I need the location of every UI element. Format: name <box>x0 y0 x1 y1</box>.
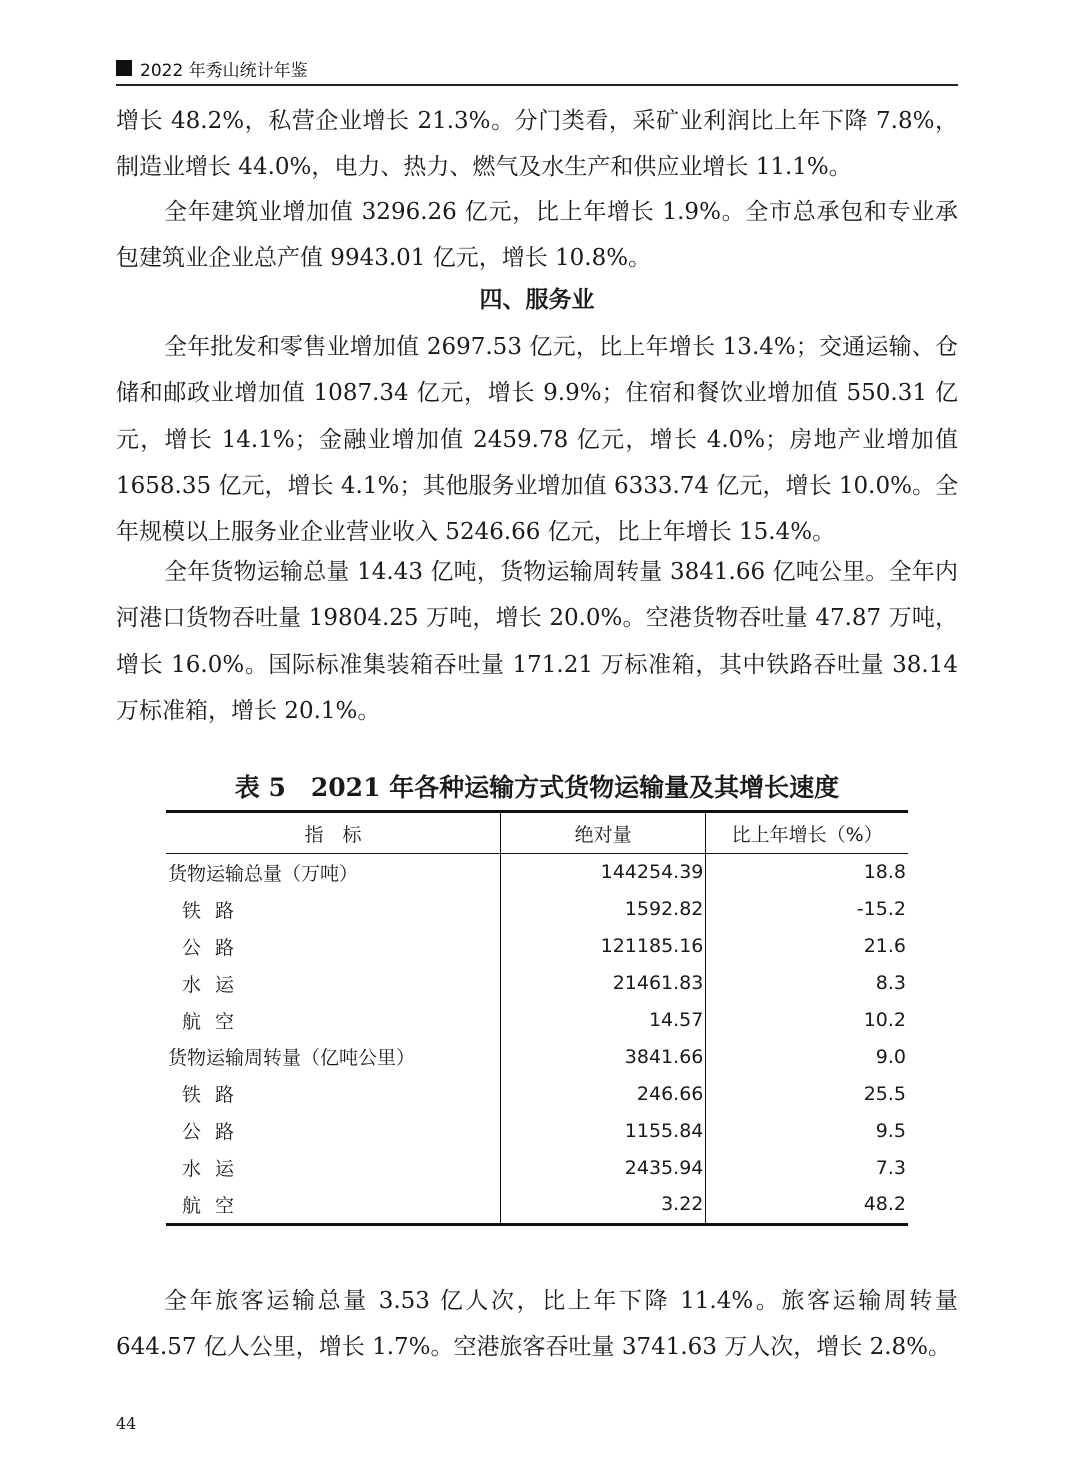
row-value: 144254.39 <box>500 854 705 891</box>
table-row <box>166 854 908 891</box>
row-label: 铁路 <box>182 1084 249 1107</box>
paragraph-services: 全年批发和零售业增加值 2697.53 亿元，比上年增长 13.4%；交通运输、仓储和邮政业增加值 1087.34 亿元，增长 9.9%；住宿和餐饮业增加值 550.31 亿元，增长 14.1%；金融业增加值 2459.78 亿元，增长 4.0%；房地产业增加值 1658.35 亿元，增长 4.1%；其他服务业增加值 6333.74 亿元，增长 10.0%。全年规模以上服务业企业营业收入 5246.66 亿元，比上年增长 15.4%。 <box>116 334 958 546</box>
section-title: 四、服务业 <box>479 287 595 313</box>
table-header-row <box>166 812 908 854</box>
row-label: 铁路 <box>182 899 249 922</box>
row-value: 14.57 <box>500 1002 705 1039</box>
table-row <box>166 1038 908 1075</box>
paragraph-profits: 增长 48.2%，私营企业增长 21.3%。分门类看，采矿业利润比上年下降 7.8%，制造业增长 44.0%，电力、热力、燃气及水生产和供应业增长 11.1%。 <box>116 108 958 181</box>
row-value: 3.22 <box>500 1186 705 1224</box>
page-number: 44 <box>116 1414 137 1433</box>
row-label: 货物运输周转量（亿吨公里） <box>168 1047 416 1070</box>
paragraph-freight: 全年货物运输总量 14.43 亿吨，货物运输周转量 3841.66 亿吨公里。全年内河港口货物吞吐量 19804.25 万吨，增长 20.0%。空港货物吞吐量 47.87 万吨，增长 16.0%。国际标准集装箱吞吐量 171.21 万标准箱，其中铁路吞吐量 38.14 万标准箱，增长 20.1%。 <box>116 559 958 724</box>
row-label: 水运 <box>182 1158 249 1181</box>
row-growth: 7.3 <box>706 1149 908 1186</box>
row-label: 水运 <box>182 973 249 996</box>
row-growth: 18.8 <box>706 854 908 891</box>
page-header <box>116 54 958 86</box>
row-growth: 8.3 <box>706 965 908 1002</box>
row-growth: 25.5 <box>706 1075 908 1112</box>
row-value: 1155.84 <box>500 1112 705 1149</box>
table-caption: 表 5 2021 年各种运输方式货物运输量及其增长速度 <box>234 773 840 802</box>
freight-table <box>166 810 908 1226</box>
row-growth: -15.2 <box>706 891 908 928</box>
header-title: 2022 年秀山统计年鉴 <box>140 61 308 81</box>
paragraph-passenger: 全年旅客运输总量 3.53 亿人次，比上年下降 11.4%。旅客运输周转量 644.57 亿人公里，增长 1.7%。空港旅客吞吐量 3741.63 万人次，增长 2.8%。 <box>116 1288 958 1361</box>
header-growth: 比上年增长（%） <box>706 812 908 854</box>
row-label: 航空 <box>166 1186 500 1224</box>
row-value: 246.66 <box>500 1075 705 1112</box>
header-indicator: 指 标 <box>166 812 500 854</box>
row-label: 公路 <box>182 1121 249 1144</box>
row-label: 货物运输总量（万吨） <box>168 862 359 885</box>
table-row <box>166 928 908 965</box>
table-row <box>166 1149 908 1186</box>
paragraph-construction: 全年建筑业增加值 3296.26 亿元，比上年增长 1.9%。全市总承包和专业承包建筑业企业总产值 9943.01 亿元，增长 10.8%。 <box>116 199 958 272</box>
table-row <box>166 891 908 928</box>
row-growth: 10.2 <box>706 1002 908 1039</box>
row-value: 1592.82 <box>500 891 705 928</box>
row-growth: 48.2 <box>706 1186 908 1224</box>
row-label: 航空 <box>182 1010 249 1033</box>
table-row <box>166 1112 908 1149</box>
row-value: 21461.83 <box>500 965 705 1002</box>
row-growth: 9.0 <box>706 1038 908 1075</box>
table-row <box>166 1002 908 1039</box>
header-square-icon <box>116 60 132 76</box>
row-growth: 21.6 <box>706 928 908 965</box>
table-row <box>166 965 908 1002</box>
row-label: 公路 <box>182 936 249 959</box>
header-absolute: 绝对量 <box>500 812 705 854</box>
row-value: 121185.16 <box>500 928 705 965</box>
table-row <box>166 1186 908 1224</box>
row-growth: 9.5 <box>706 1112 908 1149</box>
table-row <box>166 1075 908 1112</box>
row-value: 2435.94 <box>500 1149 705 1186</box>
row-value: 3841.66 <box>500 1038 705 1075</box>
